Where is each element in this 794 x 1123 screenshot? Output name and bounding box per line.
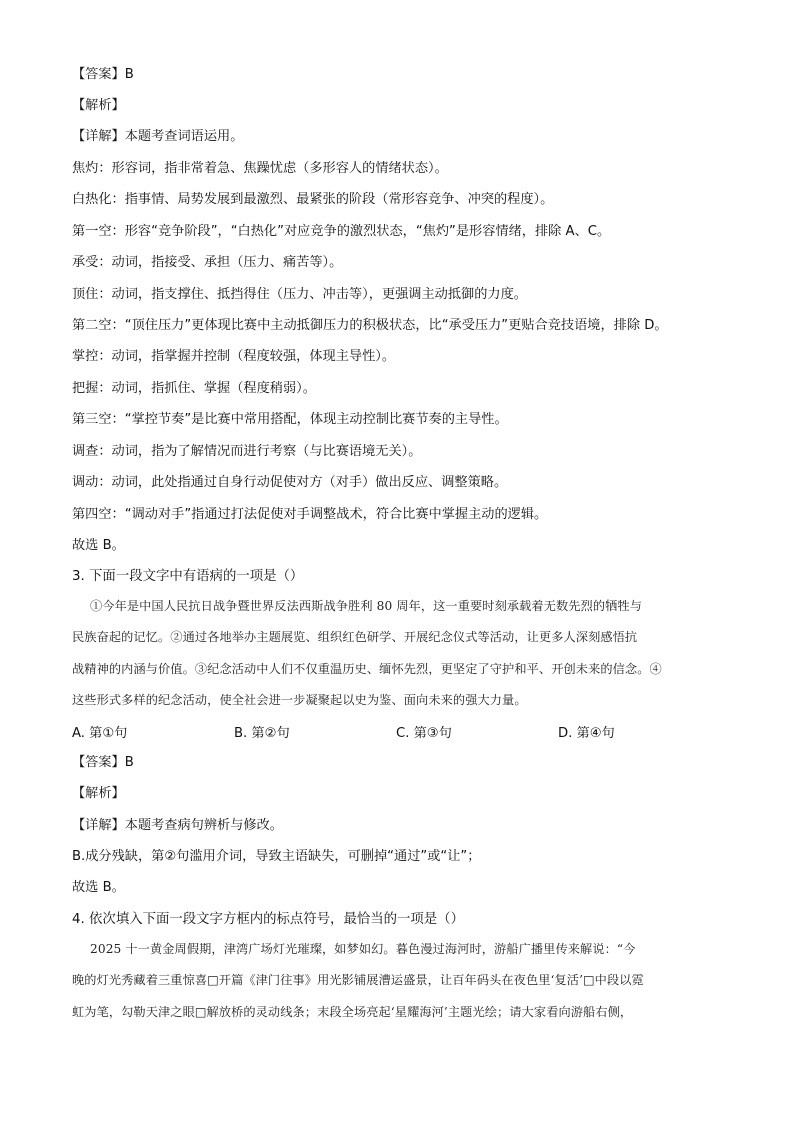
passage-line: 战精神的内涵与价值。③纪念活动中人们不仅重温历史、缅怀先烈，更坚定了守护和平、开创未来的信念。④ xyxy=(72,661,662,676)
option-d: D. 第④句 xyxy=(558,726,615,741)
explanation-line: 掌控：动词，指掌握并控制（程度较强，体现主导性）。 xyxy=(72,349,396,364)
explanation-line: 白热化：指事情、局势发展到最激烈、最紧张的阶段（常形容竞争、冲突的程度）。 xyxy=(72,192,554,207)
passage-line: 2025 十一黄金周假期，津湾广场灯光璀璨，如梦如幻。暮色漫过海河时，游船广播里传来解说：“今 xyxy=(90,942,636,956)
answer-label: 【答案】B xyxy=(72,67,134,82)
passage-line: 这些形式多样的纪念活动，使全社会进一步凝聚起以史为鉴、面向未来的强大力量。 xyxy=(72,692,527,707)
question-4-stem: 4. 依次填入下面一段文字方框内的标点符号，最恰当的一项是（） xyxy=(72,912,464,927)
explanation-line: 第四空：“调动对手”指通过打法促使对手调整战术，符合比赛中掌握主动的逻辑。 xyxy=(72,507,548,522)
conclusion-line: 故选 B。 xyxy=(72,880,125,895)
explanation-line: 顶住：动词，指支撑住、抵挡得住（压力、冲击等），更强调主动抵御的力度。 xyxy=(72,287,527,302)
question-3-stem: 3. 下面一段文字中有语病的一项是（） xyxy=(72,569,304,584)
explanation-line: 调查：动词，指为了解情况而进行考察（与比赛语境无关）。 xyxy=(72,444,422,459)
analysis-label: 【解析】 xyxy=(72,98,125,113)
answer-label: 【答案】B xyxy=(72,755,134,770)
explanation-line: 第二空：“顶住压力”更体现比赛中主动抵御压力的积极状态，比“承受压力”更贴合竞技语境，排除 D。 xyxy=(72,318,668,333)
option-a: A. 第①句 xyxy=(72,726,128,741)
passage-line: 晚的灯光秀藏着三重惊喜□开篇《津门往事》用光影铺展漕运盛景，让百年码头在夜色里‘复活’□中段以霓 xyxy=(72,973,644,988)
explanation-line: 承受：动词，指接受、承担（压力、痛苦等）。 xyxy=(72,255,343,270)
explanation-line: 把握：动词，指抓住、掌握（程度稍弱）。 xyxy=(72,381,316,396)
conclusion-line: 故选 B。 xyxy=(72,538,125,553)
passage-line: 虹为笔，勾勒天津之眼□解放桥的灵动线条；末段全场亮起‘星耀海河’主题光绘；请大家看向游船右侧， xyxy=(72,1004,633,1019)
passage-line: ①今年是中国人民抗日战争暨世界反法西斯战争胜利 80 周年，这一重要时刻承载着无数先烈的牺牲与 xyxy=(90,599,643,613)
explanation-line: 焦灼：形容词，指非常着急、焦躁忧虑（多形容人的情绪状态）。 xyxy=(72,161,448,176)
analysis-label: 【解析】 xyxy=(72,786,125,801)
explanation-line: 【详解】本题考查病句辨析与修改。 xyxy=(72,818,283,833)
explanation-line: 第三空：“掌控节奏”是比赛中常用搭配，体现主动控制比赛节奏的主导性。 xyxy=(72,412,508,427)
question-4-passage xyxy=(72,934,720,1028)
explanation-line: 第一空：形容“竞争阶段”，“白热化”对应竞争的激烈状态，“焦灼”是形容情绪，排除 A、C。 xyxy=(72,224,611,239)
explanation-line: 调动：动词，此处指通过自身行动促使对方（对手）做出反应、调整策略。 xyxy=(72,475,508,490)
explanation-line: B.成分残缺，第②句滥用介词，导致主语缺失，可删掉“通过”或“让”； xyxy=(72,849,481,864)
explanation-line: 【详解】本题考查词语运用。 xyxy=(72,129,244,144)
option-b: B. 第②句 xyxy=(234,726,290,741)
passage-line: 民族奋起的记忆。②通过各地举办主题展览、组织红色研学、开展纪念仪式等活动，让更多人深刻感悟抗 xyxy=(72,630,638,645)
option-c: C. 第③句 xyxy=(396,726,452,741)
question-3-passage xyxy=(72,591,720,716)
